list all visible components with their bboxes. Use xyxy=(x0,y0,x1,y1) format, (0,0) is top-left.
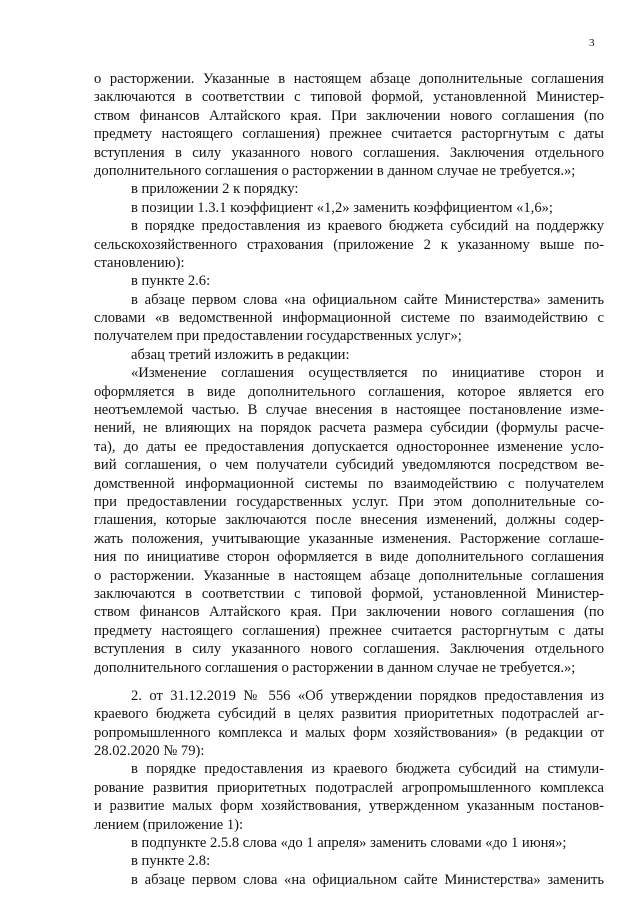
text-line: предмету настоящего соглашения) прежнее считается расторгнутым с даты xyxy=(94,622,604,639)
text-line: при предоставлении государственных услуг. При этом дополнительные со- xyxy=(94,493,604,510)
text-line: о расторжении. Указанные в настоящем абзаце дополнительные соглашения xyxy=(94,567,604,584)
paragraph xyxy=(0,346,639,364)
paragraph xyxy=(0,217,639,272)
paragraph xyxy=(0,364,639,677)
text-line: краевого бюджета субсидий в целях развития приоритетных подотраслей аг- xyxy=(94,706,604,723)
text-line: в приложении 2 к порядку: xyxy=(131,181,299,198)
text-line: «Изменение соглашения осуществляется по инициативе сторон и xyxy=(131,365,604,382)
text-line: оформляется в виде дополнительного соглашения, которое является его xyxy=(94,383,604,400)
page-number: 3 xyxy=(589,37,595,49)
paragraph xyxy=(0,180,639,198)
paragraph xyxy=(0,199,639,217)
text-line: становлению): xyxy=(94,254,185,271)
paragraph xyxy=(0,687,639,761)
text-line: ством финансов Алтайского края. При заключении нового соглашения (по xyxy=(94,107,604,124)
paragraph xyxy=(0,272,639,290)
text-line: в позиции 1.3.1 коэффициент «1,2» заменить коэффициентом «1,6»; xyxy=(131,199,553,216)
text-line: дополнительного соглашения о расторжении в данном случае не требуется.»; xyxy=(94,659,576,676)
document-body xyxy=(0,70,639,889)
text-line: в абзаце первом слова «на официальном сайте Министерства» заменить xyxy=(131,871,604,888)
text-line: лением (приложение 1): xyxy=(94,816,244,833)
text-line: в подпункте 2.5.8 слова «до 1 апреля» заменить словами «до 1 июня»; xyxy=(131,835,567,852)
text-line: предмету настоящего соглашения) прежнее считается расторгнутым с даты xyxy=(94,126,604,143)
text-line: жать положения, учитывающие указанные изменения. Расторжение соглаше- xyxy=(94,530,604,547)
text-line: в пункте 2.6: xyxy=(131,273,211,290)
text-line: ством финансов Алтайского края. При заключении нового соглашения (по xyxy=(94,604,604,621)
text-line: в пункте 2.8: xyxy=(131,853,211,870)
paragraph xyxy=(0,834,639,852)
text-line: в порядке предоставления из краевого бюджета субсидий на стимули- xyxy=(131,761,604,778)
text-line: неотъемлемой частью. В случае внесения в настоящее постановление изме- xyxy=(94,402,604,419)
text-line: глашения, которые заключаются после внесения изменений, должны содер- xyxy=(94,512,604,529)
text-line: вступления в силу указанного нового соглашения. Заключения отдельного xyxy=(94,641,604,658)
text-line: вий соглашения, о чем получатели субсидий уведомляются посредством ве- xyxy=(94,457,604,474)
text-line: заключаются в соответствии с типовой формой, установленной Министер- xyxy=(94,585,604,602)
text-line: в порядке предоставления из краевого бюджета субсидий на поддержку xyxy=(131,218,604,235)
text-line: вступления в силу указанного нового соглашения. Заключения отдельного xyxy=(94,144,604,161)
text-line: нений, не влияющих на порядок расчета размера субсидии (формулы расче- xyxy=(94,420,604,437)
paragraph xyxy=(0,70,639,180)
text-line: 28.02.2020 № 79): xyxy=(94,743,205,760)
text-line: домственной информационной системы по взаимодействию с получателем xyxy=(94,475,604,492)
text-line: дополнительного соглашения о расторжении в данном случае не требуется.»; xyxy=(94,162,576,179)
paragraph-gap xyxy=(0,677,639,687)
text-line: словами «в ведомственной информационной системе по взаимодействию с xyxy=(94,310,604,327)
text-line: абзац третий изложить в редакции: xyxy=(131,346,350,363)
paragraph xyxy=(0,871,639,889)
text-line: ропромышленного комплекса и малых форм хозяйствования» (в редакции от xyxy=(94,724,604,741)
paragraph xyxy=(0,760,639,834)
paragraph xyxy=(0,852,639,870)
text-line: рование развития приоритетных подотраслей агропромышленного комплекса xyxy=(94,779,604,796)
text-line: в абзаце первом слова «на официальном сайте Министерства» заменить xyxy=(131,291,604,308)
text-line: сельскохозяйственного страхования (приложение 2 к указанному выше по- xyxy=(94,236,604,253)
text-line: та), до даты ее предоставления допускается одностороннее изменение усло- xyxy=(94,438,604,455)
paragraph xyxy=(0,291,639,346)
text-line: о расторжении. Указанные в настоящем абзаце дополнительные соглашения xyxy=(94,71,604,87)
text-line: получателем при предоставлении государственных услуг»; xyxy=(94,328,462,345)
text-line: и развитие малых форм хозяйствования, утвержденном указанным постанов- xyxy=(94,798,604,815)
text-line: ния по инициативе сторон оформляется в виде дополнительного соглашения xyxy=(94,549,604,566)
text-line: 2. от 31.12.2019 № 556 «Об утверждении порядков предоставления из xyxy=(131,687,604,704)
text-line: заключаются в соответствии с типовой формой, установленной Министер- xyxy=(94,89,604,106)
